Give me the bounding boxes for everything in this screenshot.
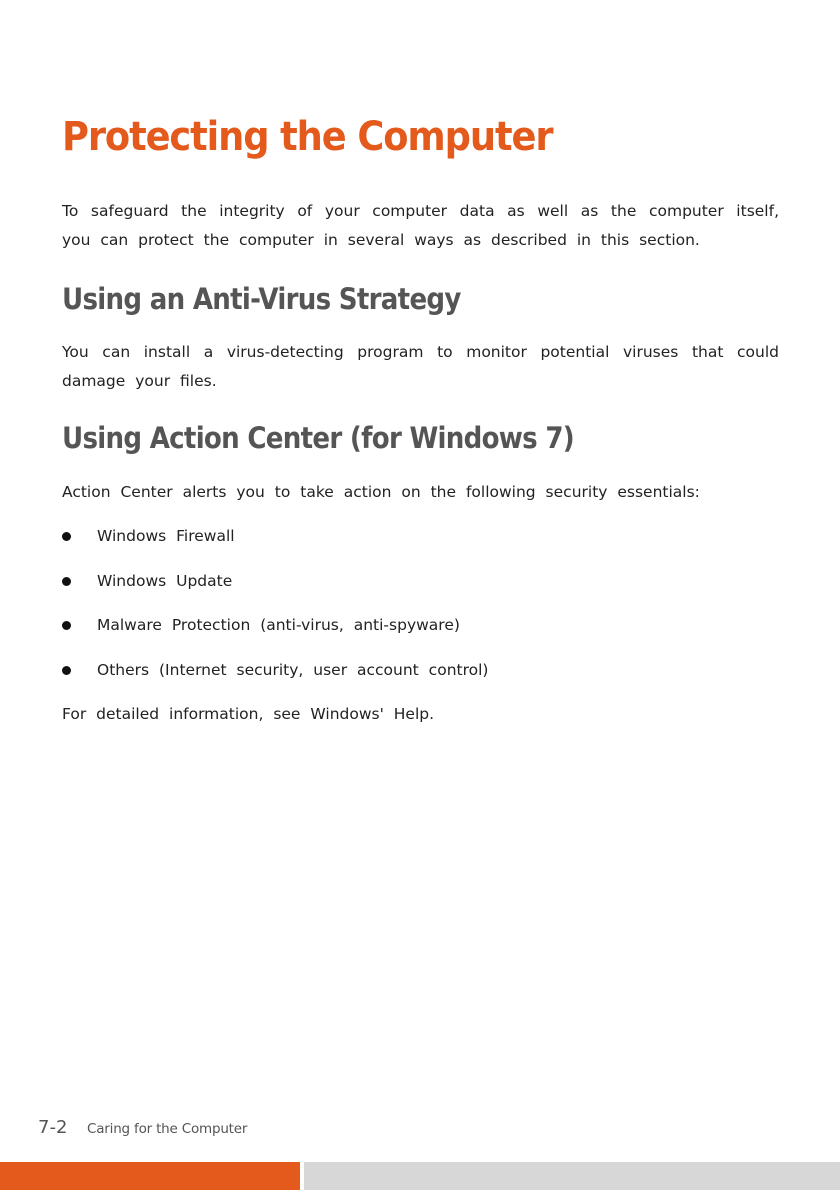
security-essentials-list: [62, 522, 488, 700]
section-heading-action-center: Using Action Center (for Windows 7): [62, 421, 575, 455]
bullet-dot-icon: [62, 532, 71, 541]
list-item-text: Windows Update: [97, 571, 233, 590]
bullet-dot-icon: [62, 666, 71, 675]
section-heading-anti-virus: Using an Anti-Virus Strategy: [62, 282, 461, 316]
bullet-dot-icon: [62, 621, 71, 630]
list-item: [62, 611, 488, 656]
footer-gray-bar: [304, 1162, 840, 1190]
page-number: 7-2: [38, 1117, 68, 1138]
list-item-text: Windows Firewall: [97, 527, 235, 545]
intro-paragraph: To safeguard the integrity of your computer data as well as the computer itself, you can protect the computer in several ways as described in this section.: [62, 202, 779, 249]
list-item: [62, 567, 488, 612]
page-title: Protecting the Computer: [62, 114, 553, 160]
list-item: [62, 522, 488, 567]
list-item: [62, 656, 488, 701]
bullet-dot-icon: [62, 577, 71, 586]
anti-virus-paragraph: You can install a virus-detecting program to monitor potential viruses that could damage your files.: [62, 343, 779, 390]
list-item-text: Malware Protection (anti-virus, anti-spyware): [97, 616, 460, 634]
action-center-paragraph: Action Center alerts you to take action on the following security essentials:: [62, 483, 700, 501]
list-item-text: Others (Internet security, user account control): [97, 660, 489, 679]
chapter-title: Caring for the Computer: [87, 1121, 248, 1137]
footer-accent-bar: [0, 1162, 300, 1190]
closing-paragraph: For detailed information, see Windows' Help.: [62, 705, 435, 723]
